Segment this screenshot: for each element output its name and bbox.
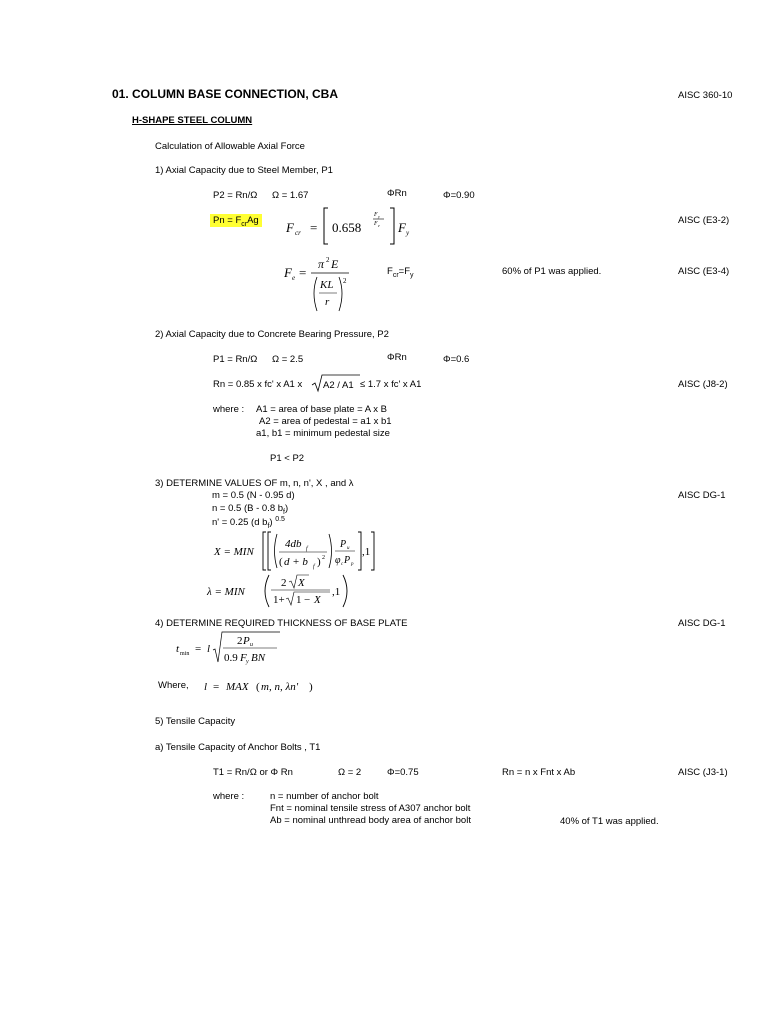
fcr-subscript: cr — [295, 229, 301, 237]
fcr-fy-text — [387, 266, 414, 278]
s2-omega: Ω = 2.5 — [272, 354, 304, 365]
svg-text:π: π — [318, 257, 325, 271]
svg-text:d + b: d + b — [284, 556, 308, 568]
s1-ref-e3-4: AISC (E3-4) — [678, 266, 730, 277]
svg-text:=: = — [310, 220, 318, 235]
fcr-symbol: F — [286, 220, 294, 235]
svg-text:=: = — [195, 643, 202, 655]
s2-phirn: ΦRn — [387, 352, 407, 363]
svg-text:F: F — [240, 652, 247, 664]
s2-rn-part-b: ≤ 1.7 x fc' x A1 — [360, 379, 422, 390]
svg-text:X = MIN: X = MIN — [214, 546, 254, 558]
svg-text:φ: φ — [335, 555, 341, 566]
svg-text:4db: 4db — [285, 538, 302, 550]
svg-text:−: − — [304, 594, 311, 606]
svg-text:2: 2 — [322, 555, 325, 561]
svg-text:): ) — [309, 681, 313, 693]
s5-where-fnt: Fnt = nominal tensile stress of A307 anchor bolt — [270, 803, 471, 814]
s4-title: 4) DETERMINE REQUIRED THICKNESS OF BASE PLATE — [155, 618, 408, 629]
svg-text:X: X — [314, 594, 321, 606]
s3-title: 3) DETERMINE VALUES OF m, n, n', X , and λ — [155, 478, 354, 489]
svg-text:E: E — [331, 257, 339, 271]
svg-text:(: ( — [256, 681, 260, 693]
s1-phirn: ΦRn — [387, 188, 407, 199]
svg-text:KL: KL — [320, 279, 334, 291]
svg-text:F: F — [374, 221, 378, 227]
s5-t1-formula: T1 = Rn/Ω or Φ Rn — [213, 767, 293, 778]
l-equation — [203, 676, 323, 696]
intro-text: Calculation of Allowable Axial Force — [155, 141, 305, 152]
s5-where-ab: Ab = nominal unthread body area of anchor bolt — [270, 815, 471, 826]
section-title: H-SHAPE STEEL COLUMN — [132, 115, 253, 126]
s2-where-a2: A2 = area of pedestal = a1 x b1 — [259, 416, 392, 427]
svg-text:X: X — [298, 577, 305, 589]
svg-text:0.658: 0.658 — [332, 220, 362, 235]
svg-text:MAX: MAX — [226, 681, 249, 693]
s5-ref-j3-1: AISC (J3-1) — [678, 767, 728, 778]
s5-rn-formula: Rn = n x Fnt x Ab — [502, 767, 576, 778]
s5-percent-note: 40% of T1 was applied. — [560, 816, 659, 827]
svg-text:2: 2 — [326, 256, 330, 264]
fcr-fy-f: F — [387, 266, 393, 277]
s2-rn-part-a: Rn = 0.85 x fc' x A1 x — [213, 379, 303, 390]
s5-omega: Ω = 2 — [338, 767, 362, 778]
s5-where-n: n = number of anchor bolt — [270, 791, 379, 802]
s1-omega: Ω = 1.67 — [272, 190, 309, 201]
s3-ref: AISC DG-1 — [678, 490, 726, 501]
fcr-fy-mid: =F — [398, 266, 411, 277]
s2-where-size: a1, b1 = minimum pedestal size — [256, 428, 390, 439]
s3-np-sup: 0.5 — [275, 515, 285, 523]
svg-text:2: 2 — [343, 277, 347, 285]
svg-text:t: t — [176, 643, 180, 655]
svg-text:P: P — [340, 539, 347, 550]
svg-text:u: u — [250, 642, 253, 648]
s3-np-tail: ) — [269, 517, 273, 528]
svg-text:(: ( — [279, 556, 283, 568]
svg-text:1+: 1+ — [273, 594, 285, 606]
s5-where: where : — [213, 791, 245, 802]
svg-text:e: e — [378, 223, 380, 228]
pn-tail: Ag — [247, 215, 259, 226]
fy-subscript: y — [406, 229, 410, 237]
svg-text:m, n, λn': m, n, λn' — [261, 681, 299, 693]
fcr-fy-sub2: y — [410, 271, 414, 279]
lambda-equation — [206, 572, 351, 610]
svg-text:r: r — [325, 296, 330, 308]
s3-n-text: n = 0.5 (B - 0.8 b — [212, 503, 284, 514]
s2-phi: Φ=0.6 — [443, 354, 470, 365]
fcr-equation — [280, 204, 420, 248]
pn-sub: cr — [241, 220, 248, 228]
svg-text:p: p — [351, 562, 354, 567]
svg-text:y: y — [378, 214, 380, 219]
s3-np-text: n' = 0.25 (d b — [212, 517, 268, 528]
s2-where-a1: A1 = area of base plate = A x B — [256, 404, 387, 415]
svg-text:0.9: 0.9 — [224, 652, 238, 664]
s1-p2-formula: P2 = Rn/Ω — [213, 190, 258, 201]
pn-text: Pn = F — [213, 215, 242, 226]
s2-where: where : — [213, 404, 245, 415]
svg-text:P: P — [243, 635, 250, 647]
svg-text:2: 2 — [237, 635, 243, 647]
s5-title: 5) Tensile Capacity — [155, 716, 236, 727]
s3-n-tail: ) — [284, 503, 289, 514]
svg-text:BN: BN — [251, 652, 266, 664]
s3-np-sub: f — [267, 522, 270, 530]
svg-text:min: min — [180, 651, 190, 657]
fe-equation — [283, 255, 353, 315]
svg-text:f: f — [313, 564, 315, 570]
svg-text:,1: ,1 — [362, 546, 371, 558]
svg-text:l: l — [204, 681, 208, 693]
sqrt-a2-a1 — [311, 373, 361, 393]
svg-text:c: c — [341, 562, 344, 567]
x-equation — [213, 528, 378, 574]
svg-text:=: = — [299, 265, 307, 280]
svg-text:y: y — [246, 659, 249, 665]
s2-compare: P1 < P2 — [270, 453, 305, 464]
svg-text:P: P — [344, 555, 351, 566]
svg-text:F: F — [284, 265, 292, 280]
s2-title: 2) Axial Capacity due to Concrete Bearing Pressure, P2 — [155, 329, 389, 340]
s5-subtitle: a) Tensile Capacity of Anchor Bolts , T1 — [155, 742, 321, 753]
s4-where: Where, — [158, 680, 189, 691]
s2-p1-formula: P1 = Rn/Ω — [213, 354, 258, 365]
code-reference: AISC 360-10 — [678, 90, 733, 101]
s5-phi: Φ=0.75 — [387, 767, 419, 778]
s4-ref: AISC DG-1 — [678, 618, 726, 629]
svg-text:2: 2 — [281, 577, 287, 589]
svg-text:,1: ,1 — [332, 586, 341, 598]
svg-text:l: l — [207, 643, 211, 655]
sqrt-content: A2 / A1 — [323, 380, 354, 391]
fy-symbol: F — [398, 220, 406, 235]
svg-text:u: u — [347, 546, 350, 551]
s3-m: m = 0.5 (N - 0.95 d) — [212, 490, 295, 501]
svg-text:=: = — [213, 681, 220, 693]
svg-text:): ) — [317, 556, 321, 568]
fcr-fy-sub1: cr — [392, 271, 399, 279]
svg-text:λ = MIN: λ = MIN — [207, 586, 245, 598]
pn-formula-highlight — [210, 215, 262, 227]
tmin-equation — [175, 630, 285, 666]
svg-text:F: F — [374, 212, 378, 218]
svg-text:f: f — [306, 546, 308, 552]
s1-phi: Φ=0.90 — [443, 190, 475, 201]
s1-ref-e3-2: AISC (E3-2) — [678, 215, 730, 226]
s3-n-sub: f — [283, 508, 285, 516]
svg-text:e: e — [292, 274, 296, 282]
document-title: 01. COLUMN BASE CONNECTION, CBA — [112, 87, 339, 101]
svg-text:1: 1 — [296, 594, 302, 606]
s1-percent-note: 60% of P1 was applied. — [502, 266, 602, 277]
s1-title: 1) Axial Capacity due to Steel Member, P1 — [155, 165, 333, 176]
s3-n — [212, 503, 288, 515]
s2-ref-j8-2: AISC (J8-2) — [678, 379, 728, 390]
